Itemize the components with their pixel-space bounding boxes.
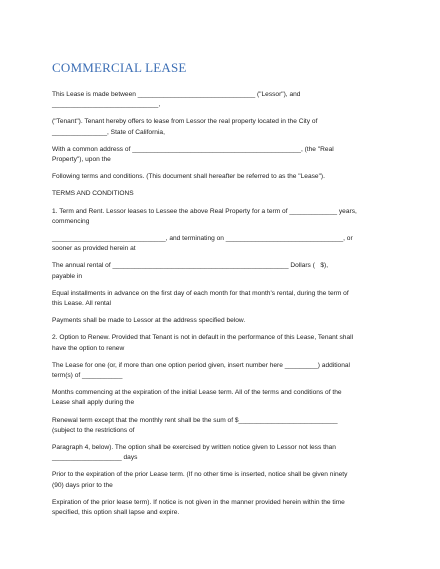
paragraph-option-renew: 2. Option to Renew. Provided that Tenant is not in default in the performance of this Lease, Tenant shall have the option to renew <box>52 334 354 352</box>
document-title: COMMERCIAL LEASE <box>52 60 187 75</box>
lease-body <box>52 90 392 525</box>
paragraph-installments: Equal installments in advance on the first day of each month for that month's rental, during the term of this Lease. All rental <box>52 289 349 308</box>
paragraph-annual-rental: The annual rental of ________________________________________________ Dollars ( $), payable in <box>52 262 329 280</box>
paragraph-prior-expiration: Prior to the expiration of the prior Lease term. (If no other time is inserted, notice shall be given ninety (90) days prior to the <box>52 471 348 489</box>
paragraph-following-terms: Following terms and conditions. (This document shall hereafter be referred to as the "Lease"). <box>52 173 325 181</box>
paragraph-months-commencing: Months commencing at the expiration of the initial Lease term. All of the terms and conditions of the Lease shall apply during the <box>52 389 342 407</box>
paragraph-payments: Payments shall be made to Lessor at the address specified below. <box>52 317 246 325</box>
paragraph-tenant-city: ("Tenant"). Tenant hereby offers to lease from Lessor the real property located in the City of _______________, State of California, <box>52 118 318 136</box>
paragraph-additional-term: The Lease for one (or, if more than one option period given, insert number here _________) additional term(s) of ___________ <box>52 361 351 380</box>
paragraph-lapse: Expiration of the prior lease term). If notice is not given in the manner provided herein within the time specified, this option shall lapse and expire. <box>52 498 345 517</box>
paragraph-term-rent: 1. Term and Rent. Lessor leases to Lessee the above Real Property for a term of _____________ years, commencing <box>52 207 357 225</box>
paragraph-commencing: _______________________________, and terminating on ________________________________, or sooner as provided herein at <box>52 235 353 253</box>
section-heading-terms: TERMS AND CONDITIONS <box>52 190 134 198</box>
paragraph-notice: Paragraph 4, below). The option shall be exercised by written notice given to Lessor not less than ___________________ days <box>52 444 336 462</box>
paragraph-address: With a common address of ______________________________________________, (the "Real Property"), upon the <box>52 145 334 164</box>
paragraph-parties: This Lease is made between ________________________________ ("Lessor"), and _____________________________, <box>52 91 301 109</box>
paragraph-renewal-term: Renewal term except that the monthly rent shall be the sum of $___________________________ (subject to the restrictions of <box>52 416 338 434</box>
